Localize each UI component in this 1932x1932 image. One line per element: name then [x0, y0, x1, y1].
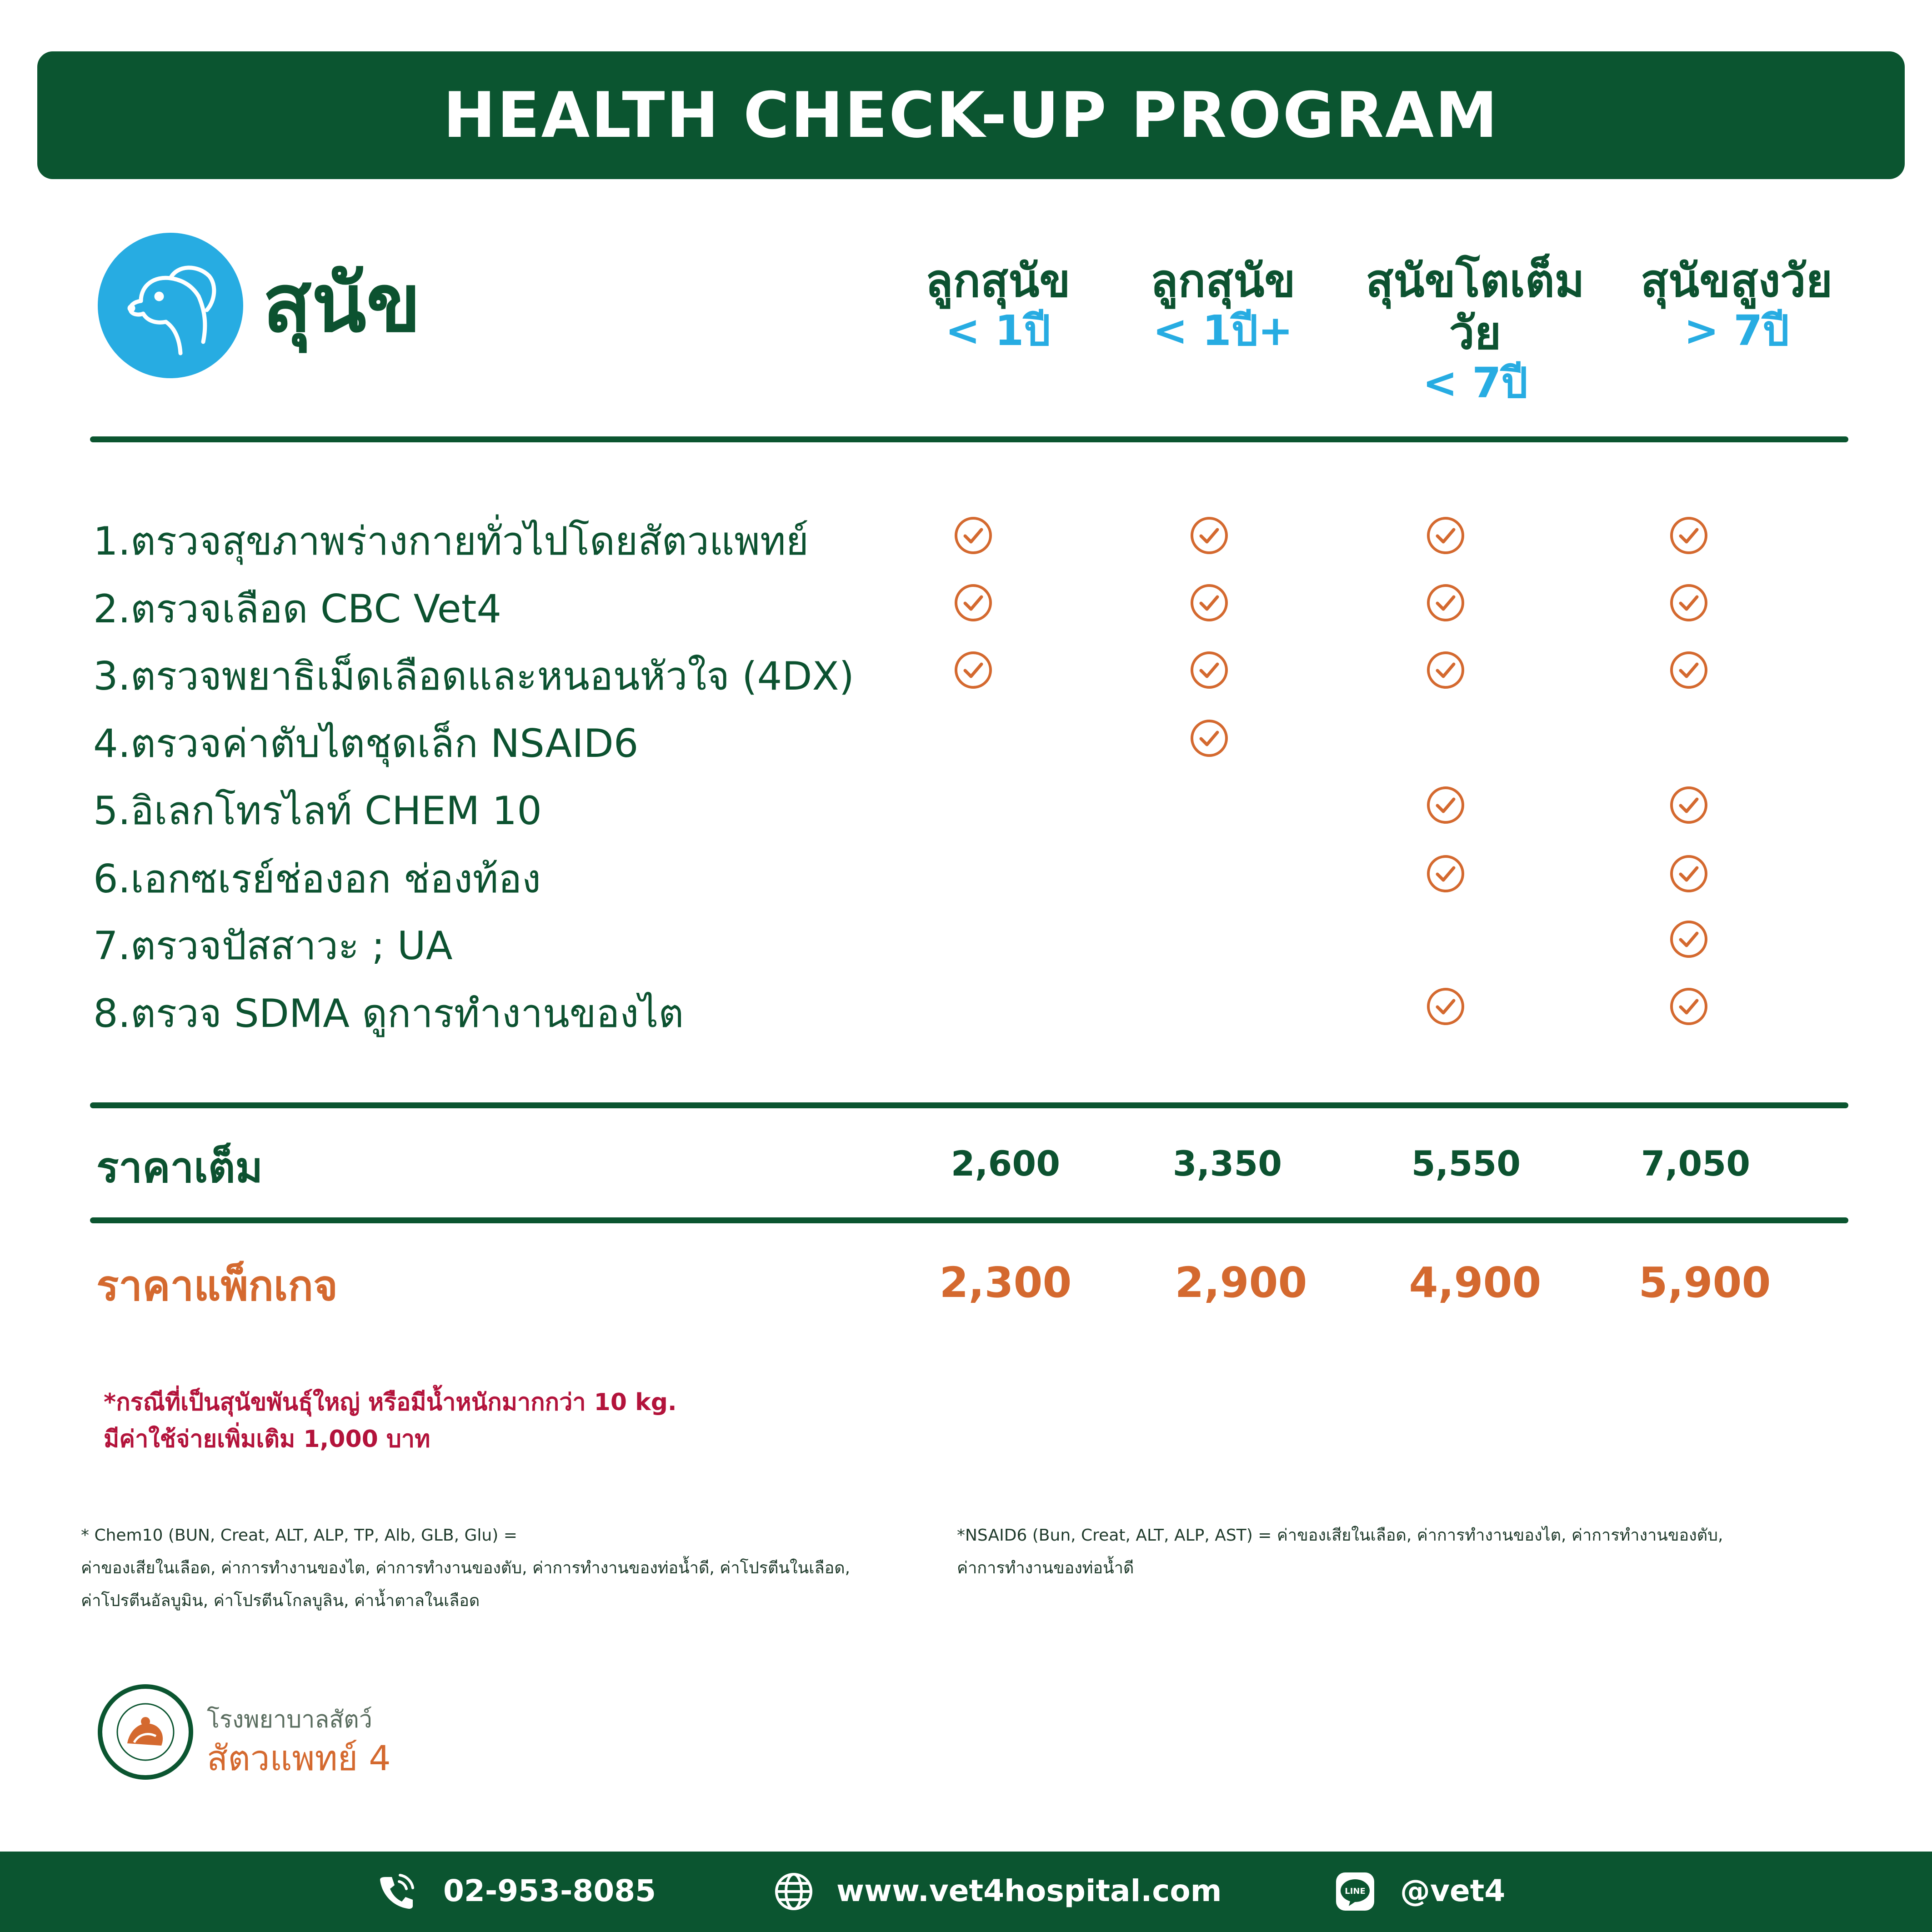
check-icon	[952, 582, 994, 624]
package-price-value: 2,900	[1175, 1258, 1307, 1307]
checklist-item: 5.อิเลกโทรไลท์ CHEM 10	[93, 788, 542, 834]
check-icon	[1668, 784, 1710, 826]
footnote-line: * Chem10 (BUN, Creat, ALT, ALP, TP, Alb, GLB, Glu) =	[81, 1526, 517, 1545]
footnote-line: ค่าโปรตีนอัลบูมิน, ค่าโปรตีนโกลบูลิน, ค่าน้ำตาลในเลือด	[81, 1592, 480, 1610]
column-header-puppy-plus	[1105, 255, 1341, 355]
package-price-label: ราคาแพ็กเกจ	[96, 1261, 338, 1310]
column-age: < 7ปี	[1422, 359, 1528, 407]
check-icon	[1668, 649, 1710, 691]
column-header-senior	[1618, 255, 1855, 355]
dog-icon	[98, 233, 243, 378]
divider-top	[90, 436, 1848, 442]
column-name: ลูกสุนัข	[1150, 254, 1296, 307]
check-icon	[1425, 784, 1467, 826]
large-breed-note	[104, 1384, 677, 1457]
checklist-item: 6.เอกซเรย์ช่องอก ช่องท้อง	[93, 856, 541, 902]
phone-icon	[375, 1871, 417, 1912]
full-price-value: 2,600	[951, 1143, 1061, 1184]
header-banner	[37, 51, 1905, 179]
full-price-value: 7,050	[1641, 1143, 1751, 1184]
logo-text-bottom: สัตวแพทย์ 4	[207, 1738, 391, 1778]
note-line: มีค่าใช้จ่ายเพิ่มเติม 1,000 บาท	[104, 1425, 430, 1453]
check-icon	[952, 649, 994, 691]
full-price-value: 5,550	[1411, 1143, 1521, 1184]
package-price-value: 5,900	[1638, 1258, 1771, 1307]
checklist-item: 3.ตรวจพยาธิเม็ดเลือดและหนอนหัวใจ (4DX)	[93, 654, 855, 699]
hospital-logo	[98, 1684, 193, 1780]
footnote-line: *NSAID6 (Bun, Creat, ALT, ALP, AST) = ค่าของเสียในเลือด, ค่าการทำงานของไต, ค่าการทำงานของตับ,	[957, 1526, 1723, 1545]
section-title: สุนัข	[263, 257, 421, 350]
note-line: *กรณีที่เป็นสุนัขพันธุ์ใหญ่ หรือมีน้ำหนักมากกว่า 10 kg.	[104, 1389, 677, 1416]
checklist-item: 7.ตรวจปัสสาวะ ; UA	[93, 923, 453, 969]
check-icon	[1668, 918, 1710, 960]
check-icon	[1425, 853, 1467, 895]
check-icon	[952, 515, 994, 556]
website-link[interactable]: www.vet4hospital.com	[836, 1873, 1222, 1908]
logo-text-top: โรงพยาบาลสัตว์	[207, 1706, 372, 1733]
column-age: < 1ปี+	[1152, 306, 1293, 355]
check-icon	[1668, 853, 1710, 895]
footnote-line: ค่าของเสียในเลือด, ค่าการทำงานของไต, ค่าการทำงานของตับ, ค่าการทำงานของท่อน้ำดี, ค่าโปรตีนในเลือด,	[81, 1559, 851, 1577]
check-icon	[1188, 649, 1230, 691]
check-icon	[1425, 649, 1467, 691]
checklist-item: 2.ตรวจเลือด CBC Vet4	[93, 586, 502, 632]
column-header-puppy	[880, 255, 1116, 355]
divider-bottom	[90, 1217, 1848, 1223]
check-icon	[1668, 582, 1710, 624]
checklist-item: 4.ตรวจค่าตับไตชุดเล็ก NSAID6	[93, 721, 639, 766]
check-icon	[1188, 582, 1230, 624]
line-id[interactable]: @vet4	[1400, 1873, 1506, 1908]
page-title: HEALTH CHECK-UP PROGRAM	[443, 79, 1499, 152]
checklist-item: 1.ตรวจสุขภาพร่างกายทั่วไปโดยสัตวแพทย์	[93, 519, 809, 564]
chem10-footnote	[81, 1519, 945, 1617]
column-age: > 7ปี	[1684, 306, 1789, 355]
check-icon	[1668, 986, 1710, 1027]
nsaid6-footnote	[957, 1519, 1843, 1585]
check-icon	[1425, 582, 1467, 624]
full-price-label: ราคาเต็ม	[96, 1143, 263, 1192]
phone-number[interactable]: 02-953-8085	[443, 1873, 656, 1908]
column-header-adult	[1352, 255, 1598, 407]
column-name: สุนัขโตเต็มวัย	[1366, 254, 1585, 360]
check-icon	[1425, 986, 1467, 1027]
check-icon	[1668, 515, 1710, 556]
footnote-line: ค่าการทำงานของท่อน้ำดี	[957, 1559, 1134, 1577]
check-icon	[1425, 515, 1467, 556]
divider-middle	[90, 1102, 1848, 1108]
full-price-value: 3,350	[1172, 1143, 1282, 1184]
checklist-item: 8.ตรวจ SDMA ดูการทำงานของไต	[93, 991, 684, 1036]
column-name: ลูกสุนัข	[925, 254, 1071, 307]
check-icon	[1188, 717, 1230, 759]
column-name: สุนัขสูงวัย	[1640, 254, 1833, 307]
package-price-value: 4,900	[1409, 1258, 1542, 1307]
check-icon	[1188, 515, 1230, 556]
globe-icon	[773, 1871, 815, 1912]
column-age: < 1ปี	[945, 306, 1051, 355]
package-price-value: 2,300	[939, 1258, 1072, 1307]
line-icon	[1334, 1871, 1376, 1912]
svg-text:LINE: LINE	[1345, 1887, 1366, 1896]
